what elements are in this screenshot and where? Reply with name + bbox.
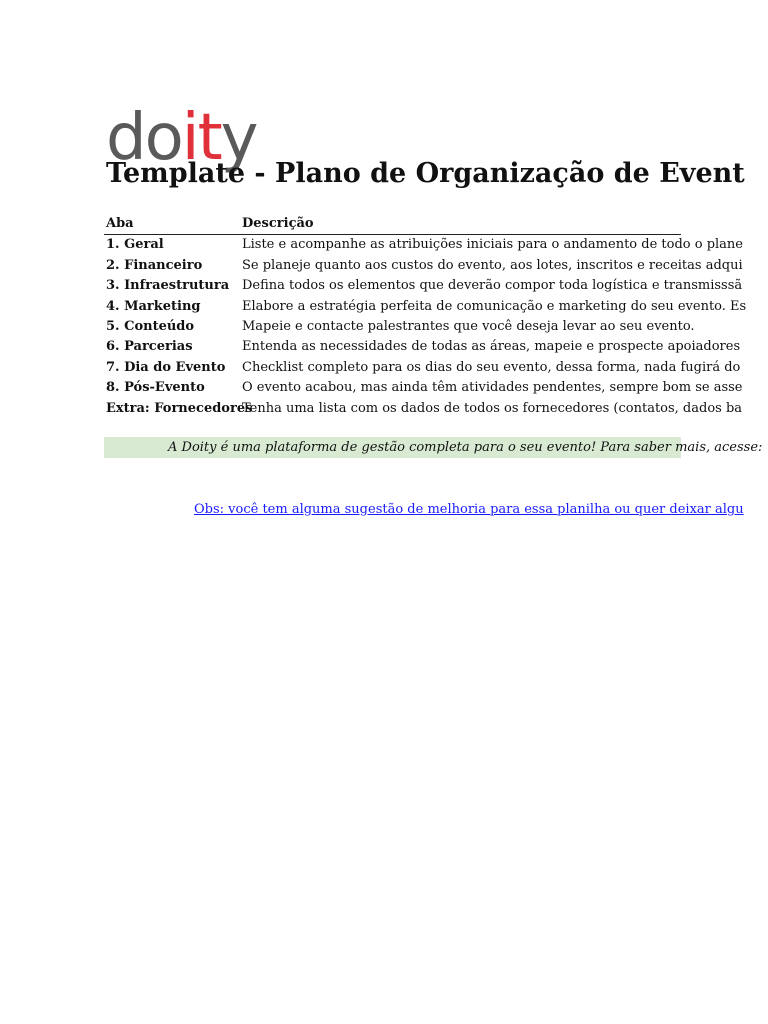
table-row	[104, 358, 741, 378]
header-aba: Aba	[106, 216, 134, 231]
row-descricao: Checklist completo para os dias do seu evento, dessa forma, nada fugirá do	[242, 359, 741, 375]
row-descricao: Entenda as necessidades de todas as áreas, mapeie e prospecte apoiadores	[242, 339, 741, 355]
table-row	[104, 337, 741, 357]
row-descricao: Defina todos os elementos que deverão compor toda logística e transmisssã	[242, 278, 743, 294]
row-descricao: Liste e acompanhe as atribuições iniciais para o andamento de todo o plane	[242, 237, 743, 253]
row-descricao: O evento acabou, mas ainda têm atividades pendentes, sempre bom se asse	[242, 380, 743, 396]
table-row	[104, 378, 743, 398]
doity-promo-banner	[104, 437, 763, 458]
row-aba: 8. Pós-Evento	[106, 380, 205, 396]
feedback-link[interactable]: Obs: você tem alguma sugestão de melhoria para essa planilha ou quer deixar algu	[194, 502, 744, 517]
table-row	[104, 276, 743, 296]
tabs-table	[104, 214, 747, 419]
row-descricao: Se planeje quanto aos custos do evento, aos lotes, inscritos e receitas adqui	[242, 257, 743, 273]
row-aba: 3. Infraestrutura	[106, 278, 230, 294]
row-aba: 1. Geral	[106, 237, 164, 253]
table-header	[104, 214, 681, 235]
logo-part-do: do	[106, 101, 182, 175]
table-row	[104, 399, 743, 419]
row-aba: 4. Marketing	[106, 298, 201, 314]
row-descricao: Tenha uma lista com os dados de todos os fornecedores (contatos, dados ba	[242, 400, 743, 416]
row-aba: 2. Financeiro	[106, 257, 203, 273]
page-title: Template - Plano de Organização de Event	[106, 158, 745, 189]
banner-text: A Doity é uma plataforma de gestão completa para o seu evento! Para saber mais, acesse:	[168, 440, 763, 455]
table-row	[104, 297, 747, 317]
logo-part-it: it	[181, 101, 221, 175]
row-descricao: Elabore a estratégia perfeita de comunicação e marketing do seu evento. Es	[242, 298, 747, 314]
row-aba: Extra: Fornecedores	[106, 400, 253, 416]
row-aba: 5. Conteúdo	[106, 318, 195, 334]
row-descricao: Mapeie e contacte palestrantes que você deseja levar ao seu evento.	[242, 318, 695, 334]
spreadsheet-area	[104, 100, 763, 540]
table-row	[104, 317, 695, 337]
table-row	[104, 256, 743, 276]
row-aba: 6. Parcerias	[106, 339, 193, 355]
row-aba: 7. Dia do Evento	[106, 359, 226, 375]
header-descricao: Descrição	[242, 216, 314, 231]
logo-part-y: y	[220, 101, 257, 175]
table-row	[104, 235, 743, 255]
